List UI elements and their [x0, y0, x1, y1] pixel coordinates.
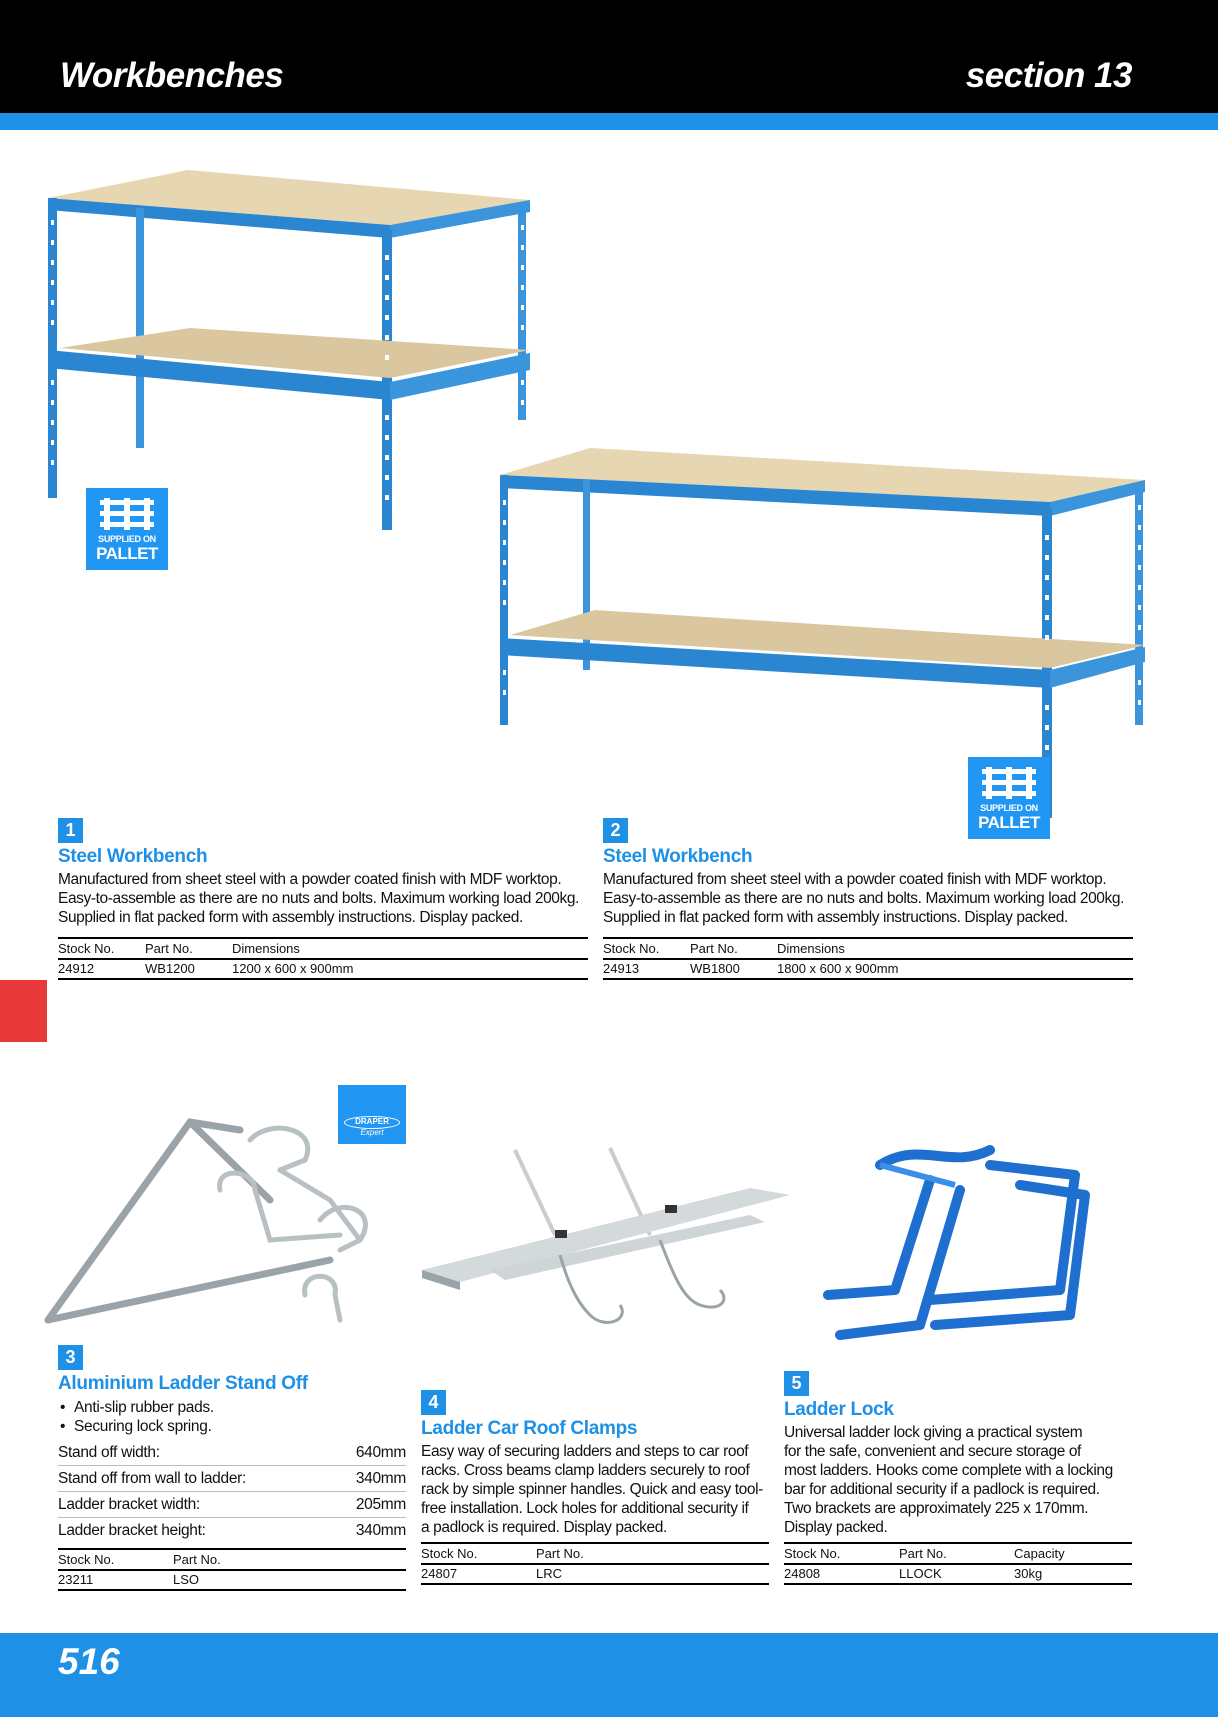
- description-line: rack by simple spinner handles. Quick and easy tool-: [421, 1481, 763, 1498]
- part-no: LRC: [536, 1564, 769, 1584]
- spec-value: 340mm: [355, 1469, 406, 1487]
- product-description: [784, 1423, 1132, 1537]
- spec-list: [58, 1440, 406, 1544]
- draper-brand-name: DRAPER: [355, 1117, 389, 1126]
- feature-item: • Anti-slip rubber pads.: [58, 1398, 406, 1417]
- spec-label: Stand off from wall to ladder:: [58, 1469, 247, 1487]
- description-line: Manufactured from sheet steel with a powder coated finish with MDF worktop.: [603, 871, 1107, 888]
- product-title: Ladder Car Roof Clamps: [421, 1418, 638, 1439]
- product-title: Steel Workbench: [603, 846, 753, 867]
- page-title: Workbenches: [60, 56, 284, 95]
- dimensions-header: Dimensions: [777, 938, 1133, 959]
- table-row: [58, 1570, 406, 1590]
- dimensions: 1800 x 600 x 900mm: [777, 959, 1133, 979]
- description-line: Supplied in flat packed form with assembly instructions. Display packed.: [58, 909, 523, 926]
- dimensions: 1200 x 600 x 900mm: [232, 959, 588, 979]
- part-no-header: Part No.: [145, 938, 232, 959]
- stock-table: [58, 937, 588, 980]
- spec-row: [58, 1518, 406, 1544]
- description-line: free installation. Lock holes for additional security if: [421, 1500, 749, 1517]
- product-2-steel-workbench: [603, 818, 1133, 980]
- description-line: most ladders. Hooks come complete with a locking: [784, 1462, 1113, 1479]
- product-number-badge: 2: [603, 818, 628, 843]
- product-title: Ladder Lock: [784, 1399, 894, 1420]
- stock-table: [603, 937, 1133, 980]
- product-number-badge: 3: [58, 1345, 83, 1370]
- description-line: Supplied in flat packed form with assembly instructions. Display packed.: [603, 909, 1068, 926]
- stock-no: 24808: [784, 1564, 899, 1584]
- description-line: Two brackets are approximately 225 x 170mm.: [784, 1500, 1089, 1517]
- draper-brand-sub: Expert: [360, 1128, 384, 1137]
- product-description: [58, 870, 588, 927]
- product-4-ladder-car-roof-clamps: [421, 1390, 769, 1585]
- product-number-badge: 5: [784, 1371, 809, 1396]
- description-line: Universal ladder lock giving a practical system: [784, 1424, 1083, 1441]
- pallet-icon: [100, 498, 154, 530]
- page-number: 516: [58, 1641, 120, 1682]
- stock-no: 24807: [421, 1564, 536, 1584]
- spec-label: Ladder bracket width:: [58, 1495, 200, 1513]
- product-description: [603, 870, 1133, 927]
- pallet-badge-line2: PALLET: [978, 813, 1040, 832]
- product-title: Aluminium Ladder Stand Off: [58, 1373, 308, 1394]
- part-no: LLOCK: [899, 1564, 1014, 1584]
- description-line: Display packed.: [784, 1519, 888, 1536]
- product-title: Steel Workbench: [58, 846, 208, 867]
- stock-table-header: [421, 1543, 769, 1564]
- spec-row: [58, 1440, 406, 1466]
- description-line: Manufactured from sheet steel with a powder coated finish with MDF worktop.: [58, 871, 562, 888]
- part-no-header: Part No.: [899, 1543, 1014, 1564]
- product-description: [421, 1442, 769, 1537]
- part-no: LSO: [173, 1570, 406, 1590]
- product-5-ladder-lock: [784, 1371, 1132, 1585]
- pallet-badge-line1: SUPPLIED ON: [98, 534, 156, 544]
- description-line: Easy-to-assemble as there are no nuts and bolts. Maximum working load 200kg.: [603, 890, 1124, 907]
- supplied-on-pallet-badge: [86, 488, 168, 570]
- product-number-badge: 1: [58, 818, 83, 843]
- spec-label: Ladder bracket height:: [58, 1522, 206, 1539]
- stock-no: 24913: [603, 959, 690, 979]
- capacity: 30kg: [1014, 1564, 1132, 1584]
- stock-no-header: Stock No.: [421, 1543, 536, 1564]
- feature-list: [58, 1398, 406, 1436]
- dimensions-header: Dimensions: [232, 938, 588, 959]
- ladder-stand-off-image: [40, 1110, 410, 1340]
- spec-row: [58, 1466, 406, 1492]
- page-footer: [0, 1633, 1218, 1717]
- part-no-header: Part No.: [690, 938, 777, 959]
- pallet-icon: [982, 767, 1036, 799]
- section-label: section 13: [965, 56, 1132, 95]
- table-row: [784, 1564, 1132, 1584]
- spec-value: 205mm: [355, 1495, 406, 1513]
- stock-table-header: [58, 1549, 406, 1570]
- table-row: [603, 959, 1133, 979]
- pallet-badge-line1: SUPPLIED ON: [980, 803, 1038, 813]
- product-3-ladder-stand-off: [58, 1345, 406, 1591]
- part-no-header: Part No.: [536, 1543, 769, 1564]
- stock-no-header: Stock No.: [58, 1549, 173, 1570]
- capacity-header: Capacity: [1014, 1543, 1132, 1564]
- stock-no-header: Stock No.: [58, 938, 145, 959]
- spec-value: 640mm: [355, 1443, 406, 1461]
- description-line: for the safe, convenient and secure storage of: [784, 1443, 1081, 1460]
- description-line: racks. Cross beams clamp ladders securely to roof: [421, 1462, 750, 1479]
- spec-row: [58, 1492, 406, 1518]
- workbench-1800-image: [495, 440, 1150, 860]
- description-line: a padlock is required. Display packed.: [421, 1519, 667, 1536]
- stock-no: 24912: [58, 959, 145, 979]
- stock-table: [784, 1542, 1132, 1585]
- stock-table-header: [603, 938, 1133, 959]
- stock-no-header: Stock No.: [603, 938, 690, 959]
- product-1-steel-workbench: [58, 818, 588, 980]
- header-stripe: [0, 113, 1218, 130]
- section-tab-marker: [0, 980, 47, 1042]
- spec-value: 340mm: [355, 1522, 406, 1539]
- table-row: [421, 1564, 769, 1584]
- part-no: WB1200: [145, 959, 232, 979]
- description-line: bar for additional security if a padlock is required.: [784, 1481, 1100, 1498]
- workbench-1200-image: [40, 160, 540, 540]
- spec-label: Stand off width:: [58, 1443, 160, 1461]
- stock-table-header: [58, 938, 588, 959]
- table-row: [58, 959, 588, 979]
- stock-table: [58, 1548, 406, 1591]
- stock-no-header: Stock No.: [784, 1543, 899, 1564]
- part-no-header: Part No.: [173, 1549, 406, 1570]
- description-line: Easy-to-assemble as there are no nuts and bolts. Maximum working load 200kg.: [58, 890, 579, 907]
- ladder-lock-image: [820, 1140, 1100, 1370]
- ladder-roof-clamps-image: [420, 1140, 790, 1340]
- stock-no: 23211: [58, 1570, 173, 1590]
- pallet-badge-line2: PALLET: [96, 544, 158, 563]
- description-line: Easy way of securing ladders and steps to car roof: [421, 1443, 749, 1460]
- stock-table: [421, 1542, 769, 1585]
- feature-item: • Securing lock spring.: [58, 1417, 406, 1436]
- stock-table-header: [784, 1543, 1132, 1564]
- product-number-badge: 4: [421, 1390, 446, 1415]
- part-no: WB1800: [690, 959, 777, 979]
